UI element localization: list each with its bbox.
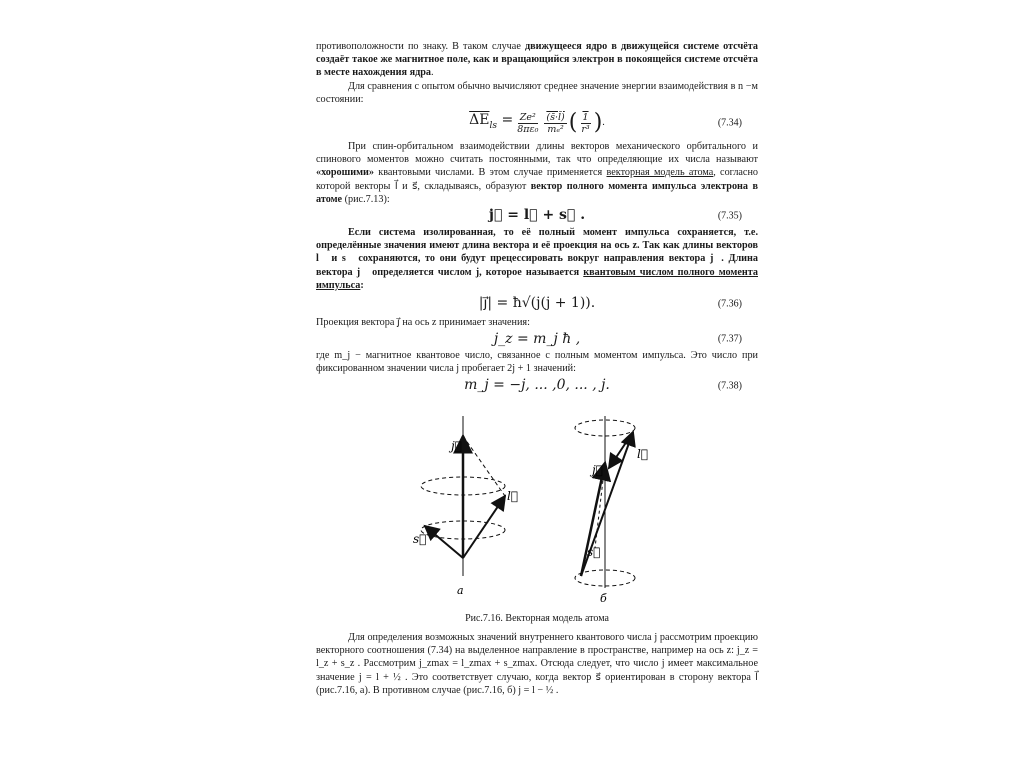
fraction-1 [515, 112, 540, 135]
subfigure-label-a: а [457, 584, 464, 597]
bold-text: движущееся ядро в движущейся системе отсчёта создаёт такое же магнитное поле, как и вращающийся электрон в покоящейся системе отсчёта в месте нахождения ядра [316, 41, 758, 79]
equation-7-38 [316, 376, 758, 396]
fraction-3 [579, 112, 591, 135]
document-body [316, 40, 758, 396]
text-run: При спин-орбитальном взаимодействии длины векторов механического орбитального и спинового моментов можно считать постоянными, так что определяющие их числа называют [316, 141, 758, 166]
dashed-line [425, 526, 463, 558]
equation-7-36 [316, 292, 758, 316]
equation-7-37 [316, 329, 758, 349]
text-run: противоположности по знаку. В таком случае [316, 41, 525, 52]
subfigure-label-b: б [600, 592, 607, 605]
paragraph-6: где m_j − магнитное квантовое число, связанное с полным моментом импульса. Это число при фиксированном значении числа j пробегает 2j + 1 значений: [316, 350, 758, 375]
figure-caption: Рис.7.16. Векторная модель атома [465, 613, 609, 624]
paragraph-5: Проекция вектора j⃗ на ось z принимает значения: [316, 317, 530, 329]
eq-lhs: $\overline{\Delta E}$ [469, 111, 490, 128]
eq-body: j⃗ = l⃗ + s⃗ . [488, 207, 586, 224]
paragraph-4 [316, 226, 758, 292]
frac-numerator: 1 [582, 111, 589, 123]
paragraph-7: Для определения возможных значений внутреннего квантового числа j рассмотрим проекцию векторного соотношения (7.34) на выделенное направление в пространстве, например на ось z: j_z = l_z + s_z . Рассмотрим j_zmax = l_zmax + s_zmax. Отсюда следует, что число j имеет максимальное значение j = l + ½ . Это соответствует случаю, когда вектор s⃗ ориентирован в сторону вектора l⃗ (рис.7.16, а). В противном случае (рис.7.16, б) j = l − ½ . [316, 632, 758, 696]
vector-l-a [463, 496, 505, 558]
equation-number: (7.38) [717, 380, 742, 392]
eq-sign: = [497, 111, 514, 128]
figure-b [575, 416, 635, 588]
eq-subscript: ls [489, 120, 497, 131]
fraction-2 [544, 112, 566, 135]
label-s-b: s⃗ [587, 545, 601, 559]
eq-body: j_z = m_j ħ , [493, 330, 581, 347]
document-bottom [316, 631, 758, 697]
eq-body: |j⃗| = ħ√(j(j + 1)). [478, 295, 596, 312]
bold-text: «хорошими» [316, 167, 375, 179]
label-l-b: l⃗ [637, 447, 649, 461]
frac-numerator: (s̄·l̄) [546, 111, 565, 123]
text-run: . [431, 67, 434, 79]
equation-7-34: $\overline{\Delta E}_{ls}$ = $\frac{\text{Ze²}}{\text{8πε₀}}$ $\frac{(s̄\cdot l̄)}{\text{mₑ²}}$ ( $\frac{1}{\text{r³}}$ ) . (7.34) [469, 110, 742, 136]
text-run: Если система изолированная, то её полный момент импульса сохраняется, т.е. определённые значения имеют длина вектора и её проекция на ось z. Так как длины векторов l⃗ и s⃗ сохраняются, то они будут прецессировать вокруг направления вектора j⃗. Длина вектора j⃗ определяется числом j, которое называется [316, 227, 758, 278]
frac-denominator: mₑ² [547, 123, 564, 135]
text-run: , согласно которой векторы l⃗ и s⃗, складываясь, образуют [316, 167, 758, 192]
frac-numerator: Ze² [519, 111, 536, 123]
vector-model-figure [395, 408, 685, 608]
paragraph-2: Для сравнения с опытом обычно вычисляют среднее значение энергии взаимодействия в n −м состоянии: [316, 80, 758, 105]
text-run: квантовыми числами. В этом случае применяется [374, 167, 607, 179]
equation-number: (7.36) [717, 298, 742, 310]
dashed-parallelogram [463, 436, 505, 496]
eq-body: m_j = −j, ... ,0, ... , j. [464, 377, 610, 394]
figure-a [421, 416, 505, 576]
text-run: (рис.7.13): [342, 193, 390, 205]
frac-denominator: r³ [581, 123, 590, 135]
equation-7-35 [316, 206, 758, 226]
figure-svg [395, 408, 685, 608]
equation-number: (7.35) [717, 210, 742, 222]
label-j-b: j⃗ [592, 463, 603, 477]
frac-denominator: 8πε₀ [517, 123, 539, 135]
label-j-a: j⃗ [451, 439, 462, 453]
label-l-a: l⃗ [507, 489, 519, 503]
equation-number: (7.34) [717, 117, 742, 129]
paragraph-3 [316, 140, 758, 206]
text-run: : [360, 279, 364, 291]
equation-number: (7.37) [717, 333, 742, 345]
label-s-a: s⃗ [413, 532, 427, 546]
bold-text: вектор полного момента импульса электрона в атоме [316, 180, 758, 205]
underlined-text: векторная модель атома [606, 167, 714, 179]
underlined-text: квантовым числом полного момента импульса [316, 266, 758, 291]
paragraph-1 [316, 40, 758, 80]
